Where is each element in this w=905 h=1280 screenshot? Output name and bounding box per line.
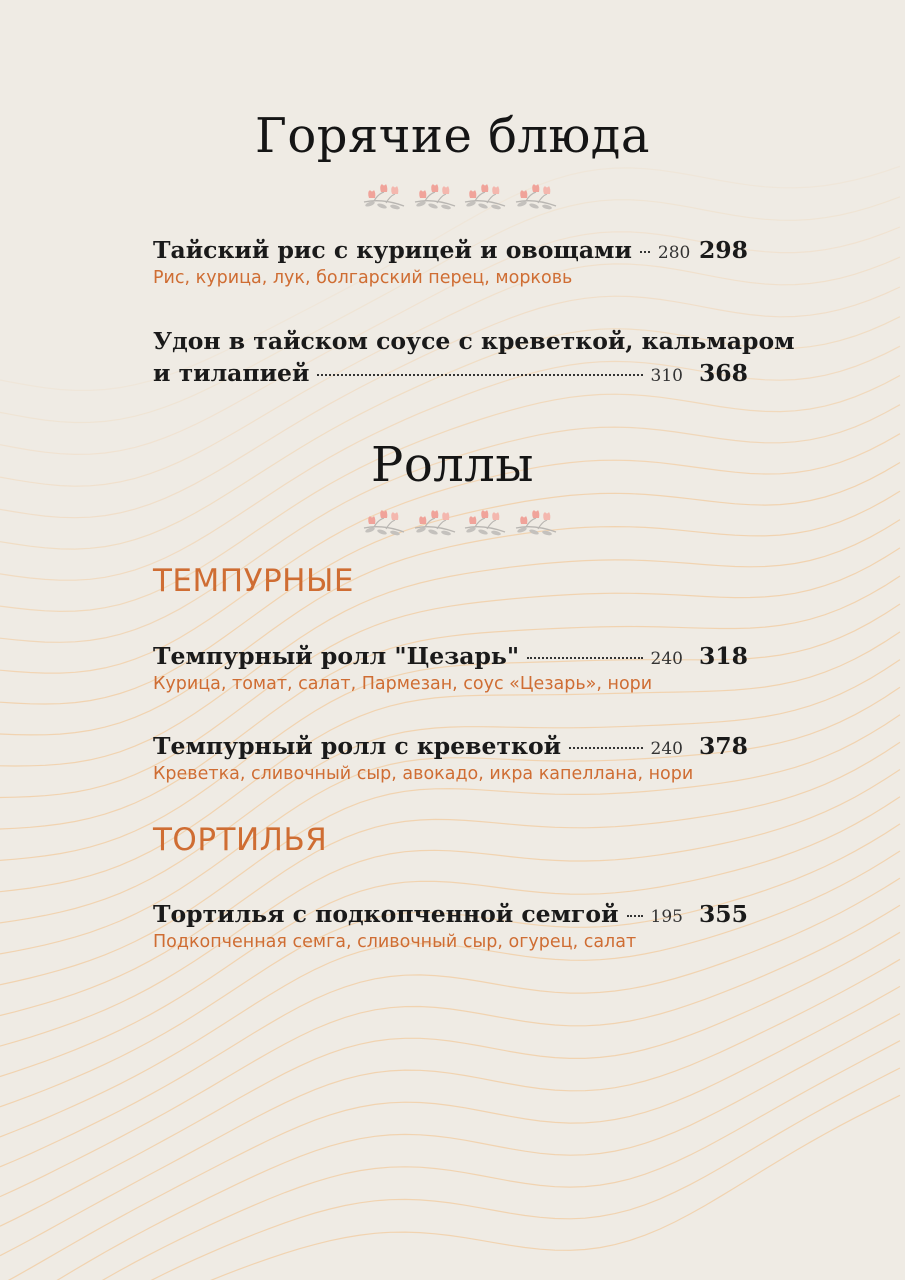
item-name: Темпурный ролл с креветкой bbox=[153, 732, 562, 760]
item-price: 318 bbox=[698, 642, 748, 670]
tulip-sprig-icon bbox=[514, 180, 558, 214]
item-name: Тайский рис с курицей и овощами bbox=[153, 236, 632, 264]
tulip-sprig-icon bbox=[413, 506, 457, 540]
item-price: 298 bbox=[698, 236, 748, 264]
tulip-sprig-icon bbox=[362, 180, 406, 214]
menu-item bbox=[153, 900, 748, 952]
menu-item bbox=[153, 236, 748, 288]
menu-item bbox=[153, 327, 795, 387]
subsection-title-tortilla: ТОРТИЛЬЯ bbox=[153, 822, 328, 858]
item-weight: 280 bbox=[657, 243, 691, 263]
item-price: 368 bbox=[698, 359, 748, 387]
subsection-title-tempura: ТЕМПУРНЫЕ bbox=[153, 563, 354, 599]
item-name: Тортилья с подкопченной семгой bbox=[153, 900, 619, 928]
tulip-ornament-icon bbox=[362, 506, 558, 540]
tulip-sprig-icon bbox=[463, 506, 507, 540]
dot-leader bbox=[569, 747, 642, 749]
tulip-ornament-icon bbox=[362, 180, 558, 214]
tulip-sprig-icon bbox=[463, 180, 507, 214]
item-weight: 310 bbox=[650, 366, 683, 386]
section-title-hot-dishes: Горячие блюда bbox=[255, 108, 650, 164]
menu-item bbox=[153, 642, 748, 694]
dot-leader bbox=[627, 915, 643, 917]
item-description: Подкопченная семга, сливочный сыр, огурец, салат bbox=[153, 932, 637, 952]
item-price: 355 bbox=[698, 900, 748, 928]
tulip-sprig-icon bbox=[362, 506, 406, 540]
item-price: 378 bbox=[698, 732, 748, 760]
item-weight: 195 bbox=[650, 907, 683, 927]
tulip-sprig-icon bbox=[413, 180, 457, 214]
menu-item bbox=[153, 732, 748, 784]
dot-leader bbox=[527, 657, 642, 659]
section-title-rolls: Роллы bbox=[371, 437, 534, 493]
item-description: Креветка, сливочный сыр, авокадо, икра капеллана, нори bbox=[153, 764, 694, 784]
dot-leader bbox=[640, 251, 650, 253]
item-description: Рис, курица, лук, болгарский перец, морковь bbox=[153, 268, 573, 288]
dot-leader bbox=[317, 374, 642, 376]
item-name: Удон в тайском соусе с креветкой, кальмаром bbox=[153, 327, 795, 355]
item-name-continued: и тилапией bbox=[153, 359, 310, 387]
item-description: Курица, томат, салат, Пармезан, соус «Цезарь», нори bbox=[153, 674, 653, 694]
tulip-sprig-icon bbox=[514, 506, 558, 540]
item-weight: 240 bbox=[650, 649, 683, 669]
item-name: Темпурный ролл "Цезарь" bbox=[153, 642, 520, 670]
item-weight: 240 bbox=[650, 739, 683, 759]
